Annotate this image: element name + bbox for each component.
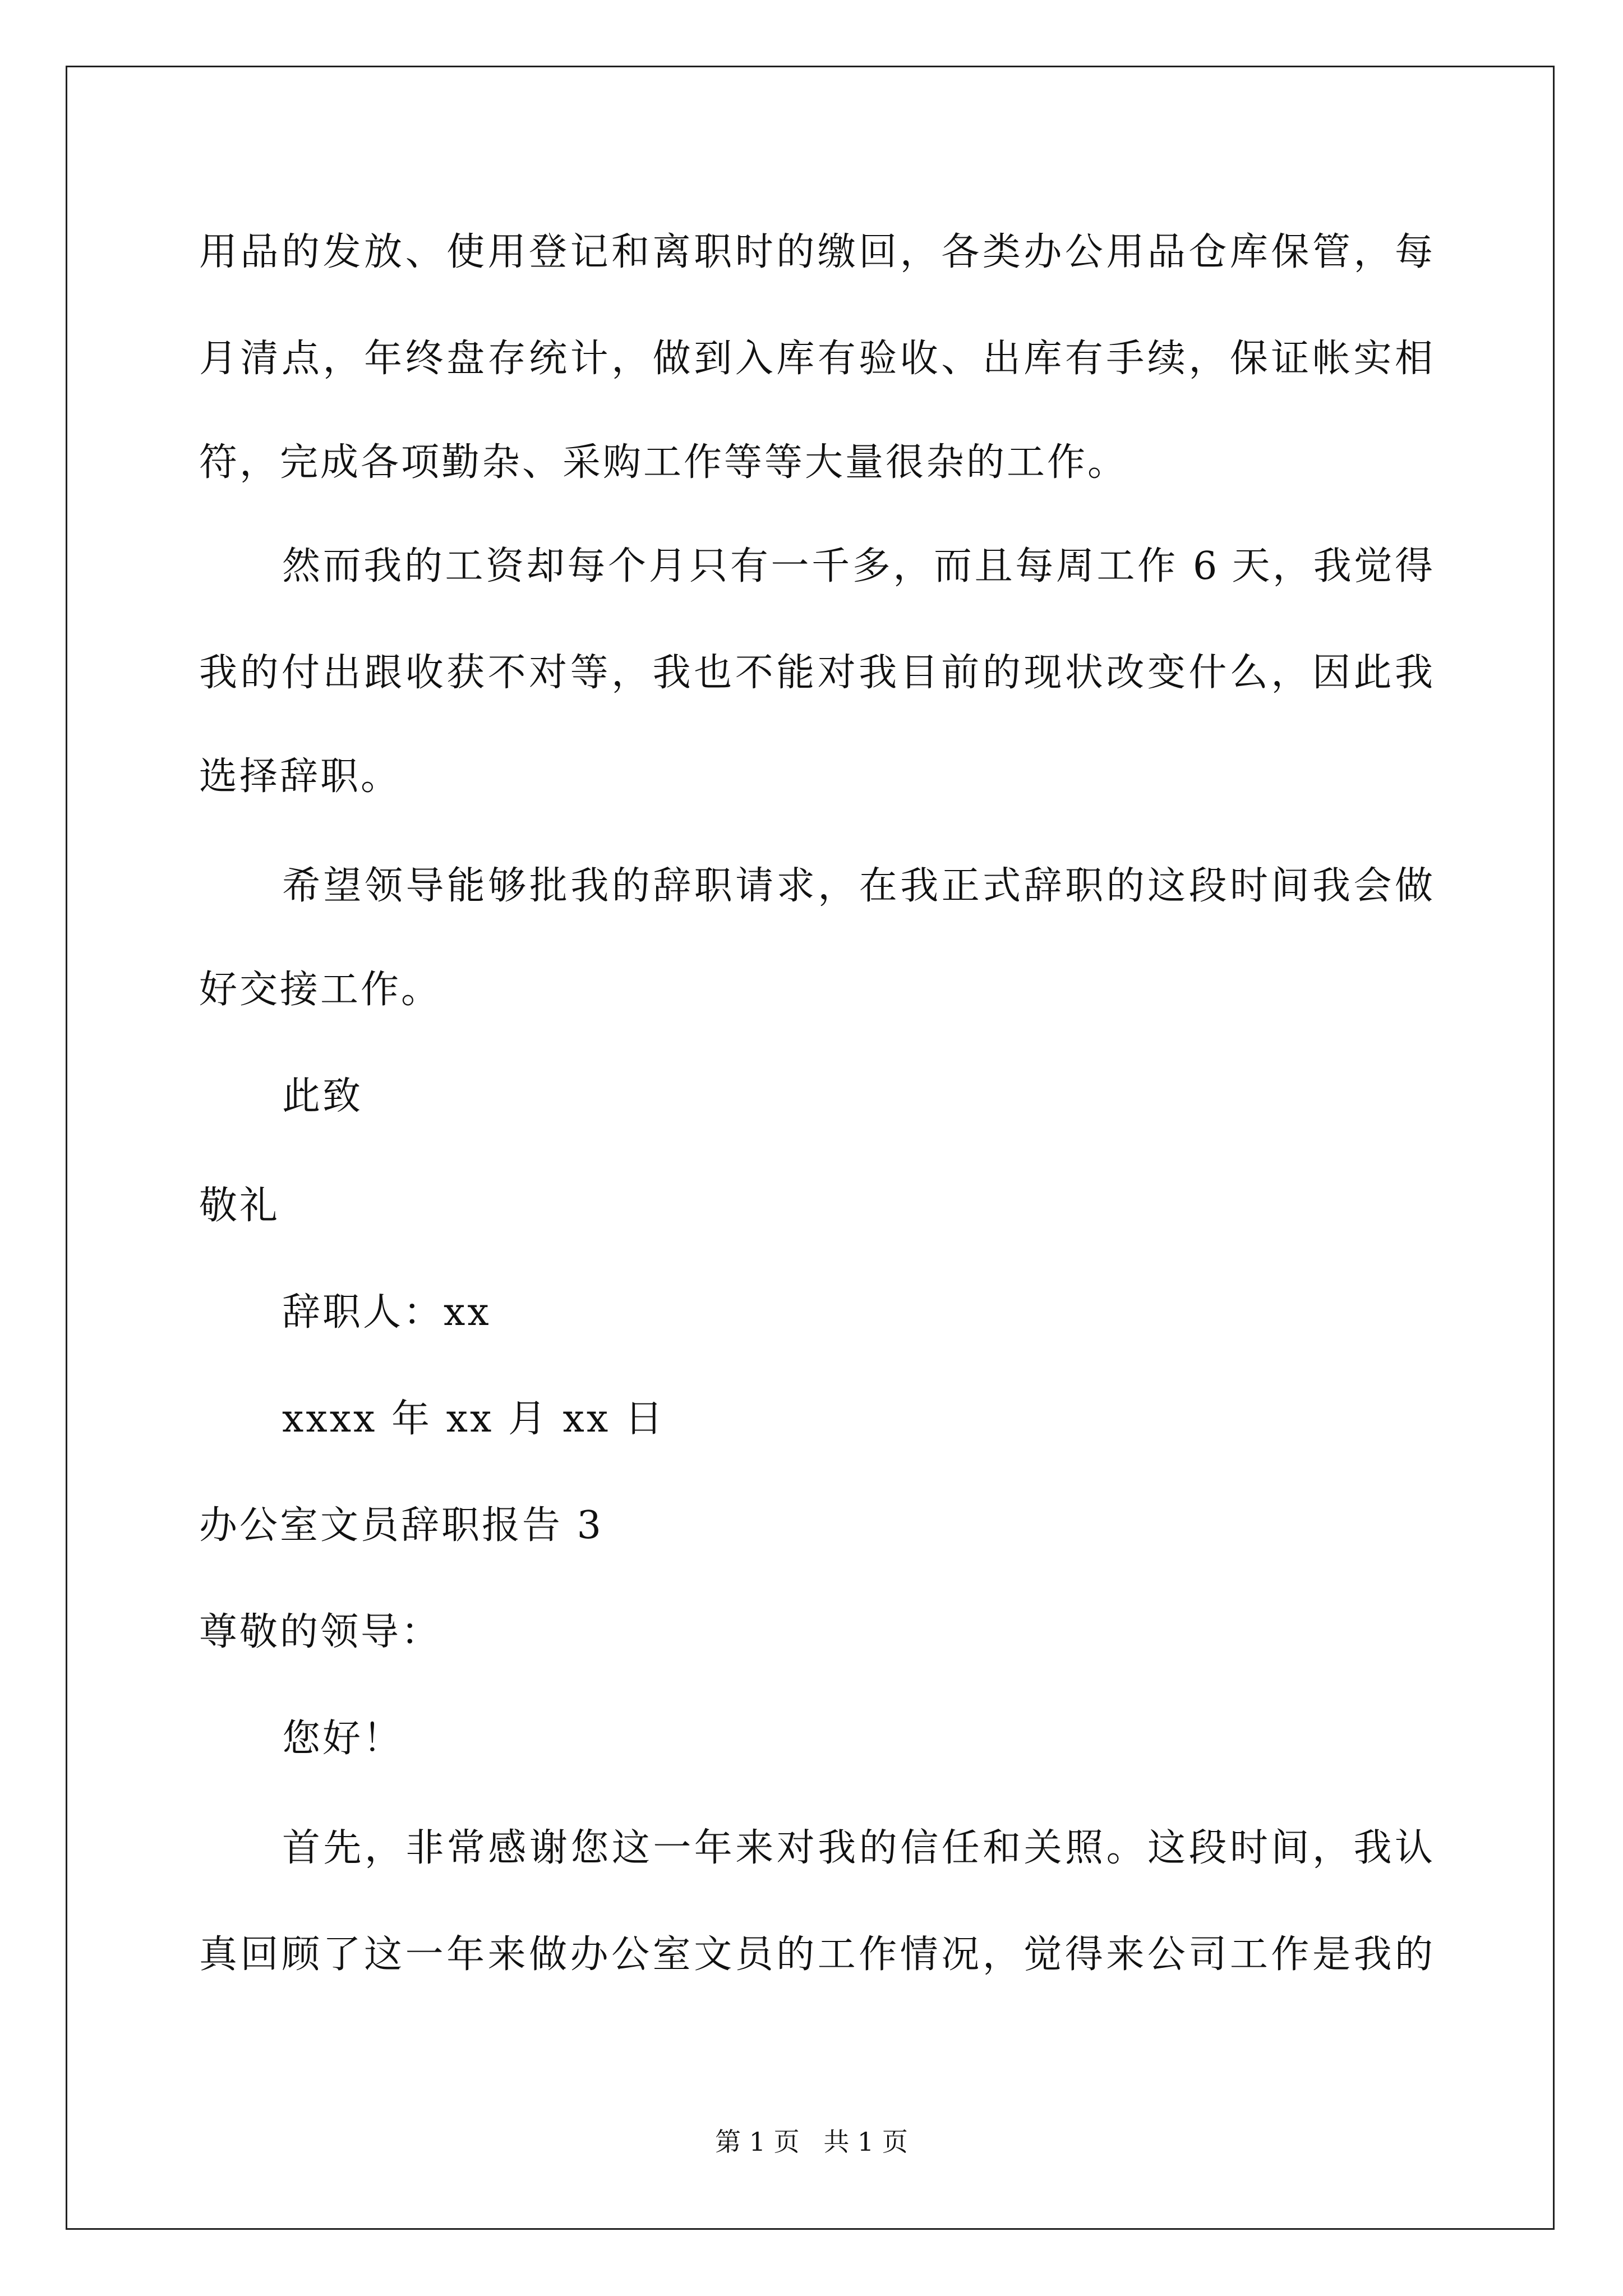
paragraph-line: 月清点，年终盘存统计，做到入库有验收、出库有手续，保证帐实相 <box>199 337 1433 381</box>
greeting-line: 您好！ <box>282 1717 404 1761</box>
greeting-line: 尊敬的领导： <box>199 1610 442 1654</box>
paragraph-line: 然而我的工资却每个月只有一千多，而且每周工作 6 天，我觉得 <box>282 544 1433 588</box>
date-line: xxxx 年 xx 月 xx 日 <box>282 1397 665 1441</box>
paragraph-line: 符，完成各项勤杂、采购工作等等大量很杂的工作。 <box>199 440 1128 485</box>
paragraph-line: 选择辞职。 <box>199 754 402 799</box>
page-border <box>66 66 1555 2230</box>
closing-regards: 敬礼 <box>199 1184 280 1228</box>
paragraph-line: 真回顾了这一年来做办公室文员的工作情况，觉得来公司工作是我的 <box>199 1932 1433 1977</box>
section-title: 办公室文员辞职报告 3 <box>199 1503 603 1548</box>
closing-salutation: 此致 <box>282 1074 363 1119</box>
page-number-current: 第 1 页 <box>715 2127 800 2157</box>
paragraph-line: 首先，非常感谢您这一年来对我的信任和关照。这段时间，我认 <box>282 1826 1433 1870</box>
page-number-total: 共 1 页 <box>823 2127 908 2157</box>
page-footer <box>0 2126 1623 2157</box>
paragraph-line: 希望领导能够批我的辞职请求，在我正式辞职的这段时间我会做 <box>282 864 1433 908</box>
paragraph-line: 用品的发放、使用登记和离职时的缴回，各类办公用品仓库保管，每 <box>199 230 1433 274</box>
paragraph-line: 我的付出跟收获不对等，我也不能对我目前的现状改变什么，因此我 <box>199 651 1433 695</box>
paragraph-line: 好交接工作。 <box>199 968 442 1012</box>
signature-line: 辞职人：xx <box>282 1290 491 1335</box>
